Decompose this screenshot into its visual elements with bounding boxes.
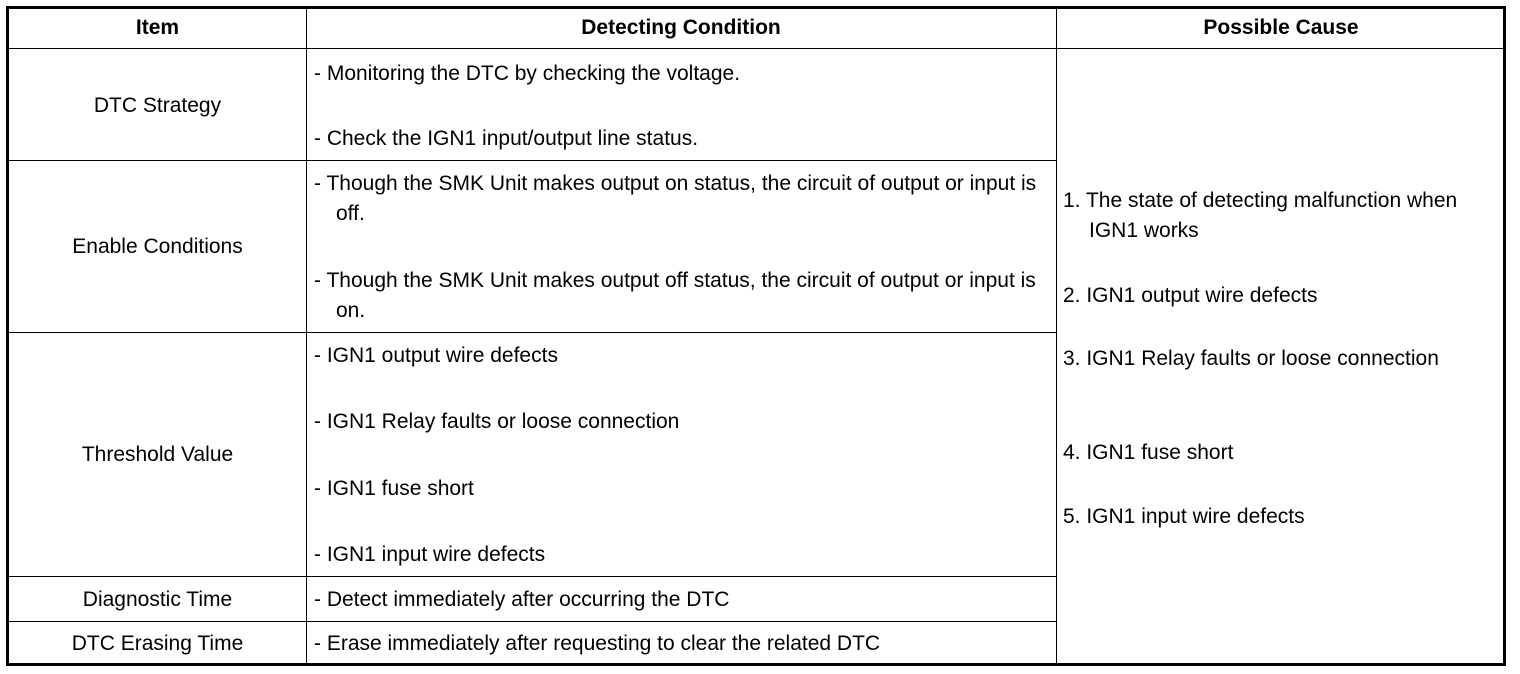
column-divider — [1056, 9, 1057, 663]
cause-item: 4. IGN1 fuse short — [1063, 441, 1234, 464]
condition-line: - Detect immediately after occurring the DTC — [314, 588, 730, 611]
row-divider — [9, 621, 1056, 622]
item-threshold-value: Threshold Value — [81, 443, 234, 466]
header-item: Item — [135, 16, 180, 39]
header-divider — [9, 48, 1503, 49]
header-possible-cause: Possible Cause — [1203, 16, 1359, 39]
cause-item: 1. The state of detecting malfunction when IGN1 works — [1063, 189, 1458, 242]
row-divider — [9, 576, 1056, 577]
condition-line: - Though the SMK Unit makes output on status, the circuit of output or input is off. — [314, 172, 1037, 225]
header-detecting-condition: Detecting Condition — [581, 16, 781, 39]
condition-line: - IGN1 Relay faults or loose connection — [314, 410, 680, 433]
column-divider — [306, 9, 307, 663]
cause-item: 3. IGN1 Relay faults or loose connection — [1063, 347, 1439, 370]
condition-line: - IGN1 fuse short — [314, 477, 474, 500]
item-diagnostic-time: Diagnostic Time — [82, 588, 233, 611]
item-enable-conditions: Enable Conditions — [72, 235, 243, 258]
cause-item: 5. IGN1 input wire defects — [1063, 505, 1305, 528]
dtc-table — [6, 6, 1506, 666]
condition-line: - IGN1 output wire defects — [314, 344, 558, 367]
condition-line: - IGN1 input wire defects — [314, 543, 546, 566]
item-dtc-strategy: DTC Strategy — [93, 94, 222, 117]
condition-line: - Though the SMK Unit makes output off status, the circuit of output or input is on. — [314, 269, 1036, 322]
condition-line: - Check the IGN1 input/output line status. — [314, 127, 699, 150]
cause-item: 2. IGN1 output wire defects — [1063, 284, 1318, 307]
row-divider — [9, 332, 1056, 333]
item-dtc-erasing-time: DTC Erasing Time — [71, 632, 244, 655]
condition-line: - Erase immediately after requesting to clear the related DTC — [314, 632, 881, 655]
row-divider — [9, 160, 1056, 161]
condition-line: - Monitoring the DTC by checking the voltage. — [314, 62, 741, 85]
